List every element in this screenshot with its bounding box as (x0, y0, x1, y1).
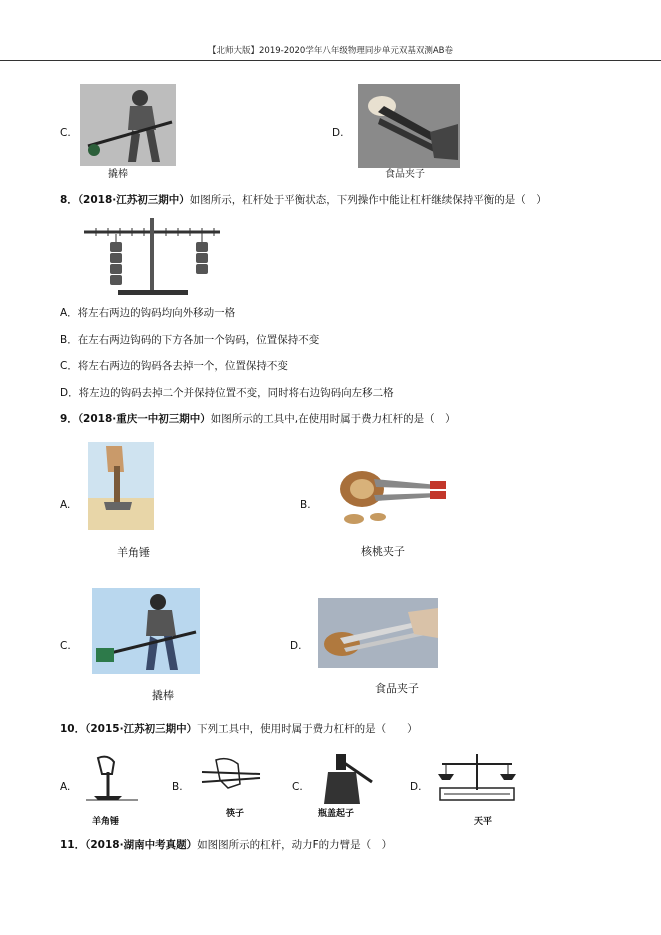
nutcracker-photo (318, 455, 452, 527)
q10-option-d-label: D. (410, 781, 422, 793)
claw-hammer-caption: 羊角锤 (117, 546, 150, 559)
option-c-label: C. (60, 127, 71, 139)
q10-option-a-label: A. (60, 781, 71, 793)
question-8 (60, 193, 547, 207)
question-number: 10． (60, 723, 86, 735)
q8-option-c: C．将左右两边的钩码各去掉一个，位置保持不变 (60, 360, 288, 372)
question-text: 如图所示，杠杆处于平衡状态，下列操作中能让杠杆继续保持平衡的是（ ） (189, 194, 547, 206)
q9-option-b-label: B. (300, 499, 311, 511)
q10-option-b-label: B. (172, 781, 183, 793)
tongs-photo-2 (318, 598, 438, 668)
question-source: （2015·江苏初三期中） (85, 723, 198, 735)
q8-option-b: B．在左右两边钩码的下方各加一个钩码，位置保持不变 (60, 334, 320, 346)
balance-scale-sketch (432, 750, 522, 806)
nutcracker-caption: 核桃夹子 (361, 545, 405, 558)
chopsticks-caption: 筷子 (226, 809, 245, 819)
claw-hammer-photo (88, 442, 154, 530)
question-10 (60, 722, 418, 736)
crowbar-caption: 撬棒 (108, 169, 128, 180)
tongs-photo (358, 84, 460, 168)
question-text: 如图图所示的杠杆，动力F的力臂是（ ） (197, 839, 393, 851)
q10-option-c-label: C. (292, 781, 303, 793)
bottle-opener-sketch (316, 750, 376, 806)
lever-balance-diagram (82, 216, 222, 298)
page-header: 【北师大版】2019-2020学年八年级物理同步单元双基双测AB卷 (208, 46, 453, 56)
question-number: 8． (60, 194, 78, 206)
q9-option-c-label: C. (60, 640, 71, 652)
question-source: （2018·江苏初三期中） (77, 194, 190, 206)
crowbar-photo (80, 84, 176, 166)
tongs-caption: 食品夹子 (385, 169, 425, 180)
q8-option-a: A．将左右两边的钩码均向外移动一格 (60, 307, 236, 319)
balance-scale-caption: 天平 (474, 817, 493, 827)
q8-option-d: D．将左边的钩码去掉二个并保持位置不变，同时将右边钩码向左移二格 (60, 387, 394, 399)
q9-option-a-label: A. (60, 499, 71, 511)
question-number: 11． (60, 839, 86, 851)
question-9 (60, 412, 456, 426)
question-text: 如图所示的工具中,在使用时属于费力杠杆的是（ ） (210, 413, 456, 425)
question-source: （2018·湖南中考真题） (85, 839, 198, 851)
bottle-opener-caption: 瓶盖起子 (318, 809, 355, 819)
question-11 (60, 838, 392, 852)
header-divider (0, 60, 661, 61)
q9-option-d-label: D. (290, 640, 302, 652)
chopsticks-sketch (198, 754, 262, 800)
option-d-label: D. (332, 127, 344, 139)
question-text: 下列工具中，使用时属于费力杠杆的是（ ） (197, 723, 418, 735)
tongs-caption-2: 食品夹子 (375, 682, 419, 695)
question-source: （2018·重庆一中初三期中） (77, 413, 211, 425)
question-number: 9． (60, 413, 78, 425)
crowbar-caption-2: 撬棒 (152, 689, 174, 702)
claw-hammer-sketch-caption: 羊角锤 (92, 817, 120, 827)
claw-hammer-sketch (84, 752, 140, 802)
crowbar-photo-2 (92, 588, 200, 674)
